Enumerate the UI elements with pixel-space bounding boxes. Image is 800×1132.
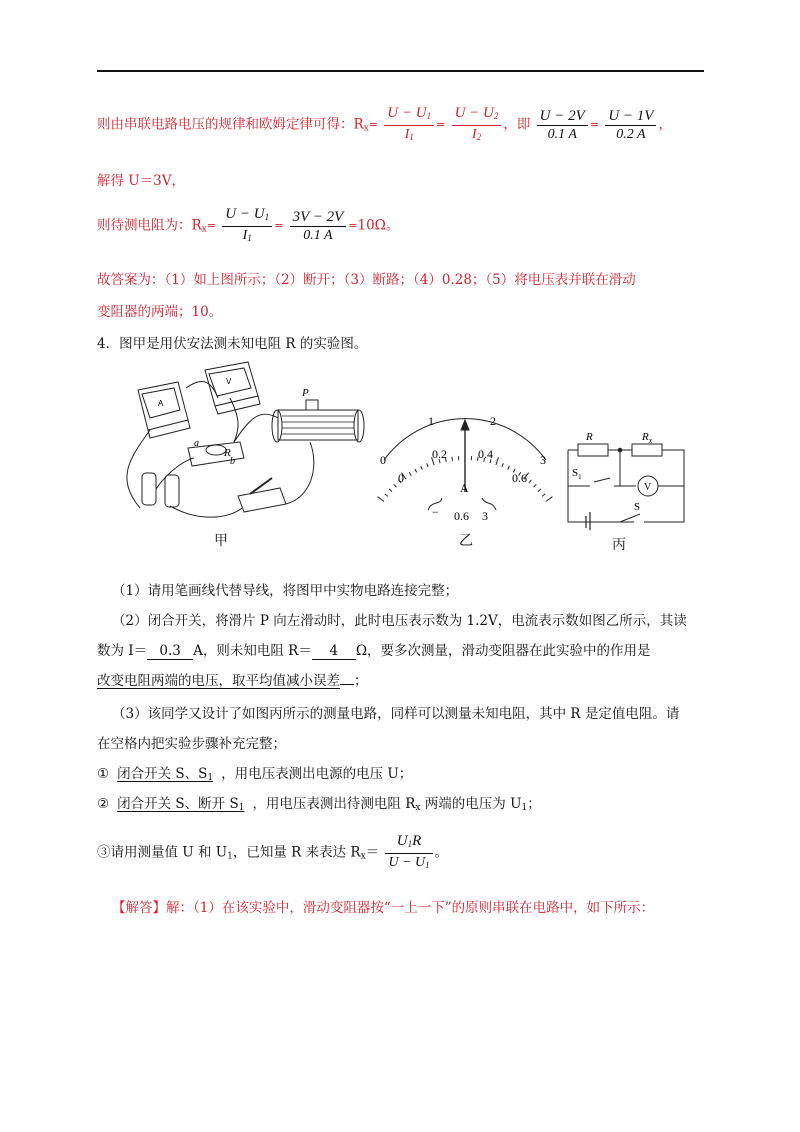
terminal-3: 3 xyxy=(482,509,488,523)
circuit-label-S1: $S_1$ xyxy=(572,467,582,481)
prev-line-1 xyxy=(97,104,672,146)
figure-yi-ammeter xyxy=(370,410,560,535)
fraction-3 xyxy=(537,107,588,144)
meter-tick xyxy=(538,489,541,492)
fraction-1 xyxy=(384,104,434,146)
text-segment: 两端的电压为 U xyxy=(420,796,522,812)
subscript: 1 xyxy=(227,851,233,862)
resistor-R xyxy=(578,444,608,456)
q4-part2-line2 xyxy=(97,641,651,661)
text-segment: ＝ xyxy=(365,844,380,861)
scale-bottom-0: 0 xyxy=(398,471,404,485)
text-segment: ，即 xyxy=(503,116,531,133)
rheostat xyxy=(278,410,358,440)
scale-bottom-02: 0.2 xyxy=(432,447,447,461)
meter-tick xyxy=(546,497,552,502)
numerator: U − 2V xyxy=(537,107,588,126)
q4-part2-line3 xyxy=(97,671,368,691)
subscript: x xyxy=(201,224,207,235)
header-rule xyxy=(97,70,704,72)
numerator: U − 1V xyxy=(605,107,656,126)
q4-step2 xyxy=(97,794,541,818)
text-segment: 10Ω。 xyxy=(357,217,400,234)
answer-step2: 闭合开关 S、断开 $S_1$ xyxy=(117,796,245,813)
numerator: U − U xyxy=(225,206,265,222)
scale-top-2: 2 xyxy=(490,414,496,428)
denominator: 0.1 A xyxy=(303,227,333,243)
figure-bing-circuit xyxy=(560,420,700,530)
text-segment: Ω，要多次测量，滑动变阻器在此实验中的作用是 xyxy=(355,643,651,659)
meter-tick xyxy=(452,457,453,461)
switch-base xyxy=(238,488,286,512)
scale-bottom-06: 0.6 xyxy=(512,471,527,485)
answer-step1: 闭合开关 S、$S_1$ xyxy=(117,766,214,783)
text-segment: ，用电压表测出电源的电压 U； xyxy=(221,766,413,782)
text-segment: 数为 I＝ xyxy=(97,643,148,659)
prev-line-3 xyxy=(97,205,399,247)
q4-part3-line2: 在空格内把实验步骤补充完整； xyxy=(97,736,286,752)
meter-tick xyxy=(394,484,397,487)
meter-tick xyxy=(496,457,498,465)
subscript: x xyxy=(415,803,421,813)
battery-2 xyxy=(165,475,179,507)
text-segment: ； xyxy=(527,796,541,812)
text-segment: ； xyxy=(354,673,368,689)
answer-line-1: 故答案为：（1）如上图所示；（2）断开；（3）断路；（4）0.28；（5）将电压表并联在滑动 xyxy=(97,272,636,288)
text-segment: ③请用测量值 U 和 U xyxy=(97,844,228,861)
subscript: 1 xyxy=(247,233,252,243)
question-4-title: 4．图甲是用伏安法测未知电阻 R 的实验图。 xyxy=(97,336,368,352)
q4-part1: （1）请用笔画线代替导线，将图甲中实物电路连接完整； xyxy=(112,583,459,599)
q4-part2-line1: （2）闭合开关，将滑片 P 向左滑动时，此时电压表示数为 1.2V，电流表示数如图乙所示，其读 xyxy=(112,613,687,629)
denominator: I xyxy=(242,228,248,243)
subscript: 2 xyxy=(493,111,499,121)
text-segment: A，则未知电阻 R＝ xyxy=(193,643,312,659)
denominator: I xyxy=(404,127,410,142)
battery-1 xyxy=(142,473,156,505)
circuit-label-V: V xyxy=(644,482,652,493)
scale-top-0: 0 xyxy=(380,453,386,467)
circuit-label-R: R xyxy=(586,431,593,443)
battery-symbol xyxy=(586,512,590,530)
subscript: x xyxy=(363,123,369,134)
meter-tick xyxy=(385,494,388,497)
answer-current: 0.3 xyxy=(147,643,193,660)
text-segment: ，已知量 R 来表达 R xyxy=(232,844,361,861)
fraction-5 xyxy=(222,205,272,247)
meter-tick xyxy=(534,484,537,487)
denominator: 0.2 A xyxy=(616,126,646,142)
subscript: 1 xyxy=(264,212,270,222)
step-number: ② xyxy=(97,796,110,812)
meter-tick xyxy=(421,466,423,470)
label-voltmeter: V xyxy=(226,377,232,386)
caption-bing: 丙 xyxy=(612,537,626,553)
scale-top-3: 3 xyxy=(540,453,546,467)
subscript: 1 xyxy=(409,132,414,142)
label-ammeter: A xyxy=(158,399,164,408)
answer-resistance: 4 xyxy=(312,643,356,660)
solution-text: 解：（1）在该实验中，滑动变阻器按“一上一下”的原则串联在电路中，如下所示： xyxy=(166,900,655,916)
terminal-06: 0.6 xyxy=(454,509,469,523)
answer-rheostat-role: 改变电阻两端的电压，取平均值减小误差 xyxy=(97,673,340,689)
text-segment: 则由串联电路电压的规律和欧姆定律可得：R xyxy=(97,116,364,133)
meter-tick xyxy=(415,469,417,473)
q4-part3-line1: （3）该同学又设计了如图丙所示的测量电路，同样可以测量未知电阻，其中 R 是定值电阻。请 xyxy=(112,706,680,722)
meter-tick xyxy=(409,472,411,475)
equals-sign: = xyxy=(348,219,358,232)
meter-tick xyxy=(508,466,510,470)
numerator: 3V − 2V xyxy=(290,208,347,227)
q4-step3 xyxy=(97,832,448,874)
text-segment: 则待测电阻为：R xyxy=(97,217,202,234)
figure-jia-apparatus xyxy=(110,358,365,533)
fraction-2 xyxy=(452,104,502,146)
circuit-label-Rx: $R_x$ xyxy=(642,431,653,445)
subscript: x xyxy=(360,851,366,862)
subscript: 1 xyxy=(426,111,432,121)
equals-sign: = xyxy=(206,219,216,232)
label-P: P xyxy=(302,387,309,399)
label-a: a xyxy=(194,438,199,449)
subscript: 1 xyxy=(521,803,528,813)
scale-bottom-04: 0.4 xyxy=(478,447,493,461)
ammeter-letter: A xyxy=(460,481,469,495)
solution-label: 【解答】 xyxy=(112,900,166,916)
equals-sign: = xyxy=(274,219,284,232)
numerator: U − U xyxy=(387,105,427,121)
text-segment: ，用电压表测出待测电阻 R xyxy=(252,796,416,812)
answer-step3-fraction: $\frac{U_1R}{U - U_1}$ xyxy=(385,832,432,874)
meter-tick xyxy=(502,463,503,467)
fraction-4 xyxy=(605,107,656,144)
label-b: b xyxy=(230,456,235,467)
equals-sign: = xyxy=(436,118,446,131)
step-number: ① xyxy=(97,766,110,782)
text-segment: ， xyxy=(658,116,672,133)
fraction-6 xyxy=(290,208,347,245)
denominator: 0.1 A xyxy=(547,126,577,142)
denominator: I xyxy=(471,127,477,142)
meter-tick xyxy=(529,480,532,483)
equals-sign: = xyxy=(368,118,378,131)
subscript: 2 xyxy=(476,132,482,142)
equals-sign: = xyxy=(589,118,600,131)
caption-yi: 乙 xyxy=(459,533,473,549)
circuit-label-S: S xyxy=(634,501,641,513)
terminal-minus: − xyxy=(432,505,439,519)
meter-tick xyxy=(542,494,545,497)
meter-tick xyxy=(389,489,392,492)
solution-line xyxy=(112,898,654,918)
answer-line-2: 变阻器的两端；10。 xyxy=(97,304,223,320)
prev-line-2: 解得 U＝3V， xyxy=(97,173,186,189)
scale-top-1: 1 xyxy=(428,414,434,428)
q4-step1 xyxy=(97,764,412,788)
text-segment: 。 xyxy=(434,844,449,861)
meter-tick xyxy=(378,497,384,502)
resistor-Rx xyxy=(632,444,662,456)
caption-jia: 甲 xyxy=(214,533,228,549)
meter-tick xyxy=(427,463,428,467)
numerator: U − U xyxy=(454,105,494,121)
label-R: R xyxy=(224,447,231,459)
